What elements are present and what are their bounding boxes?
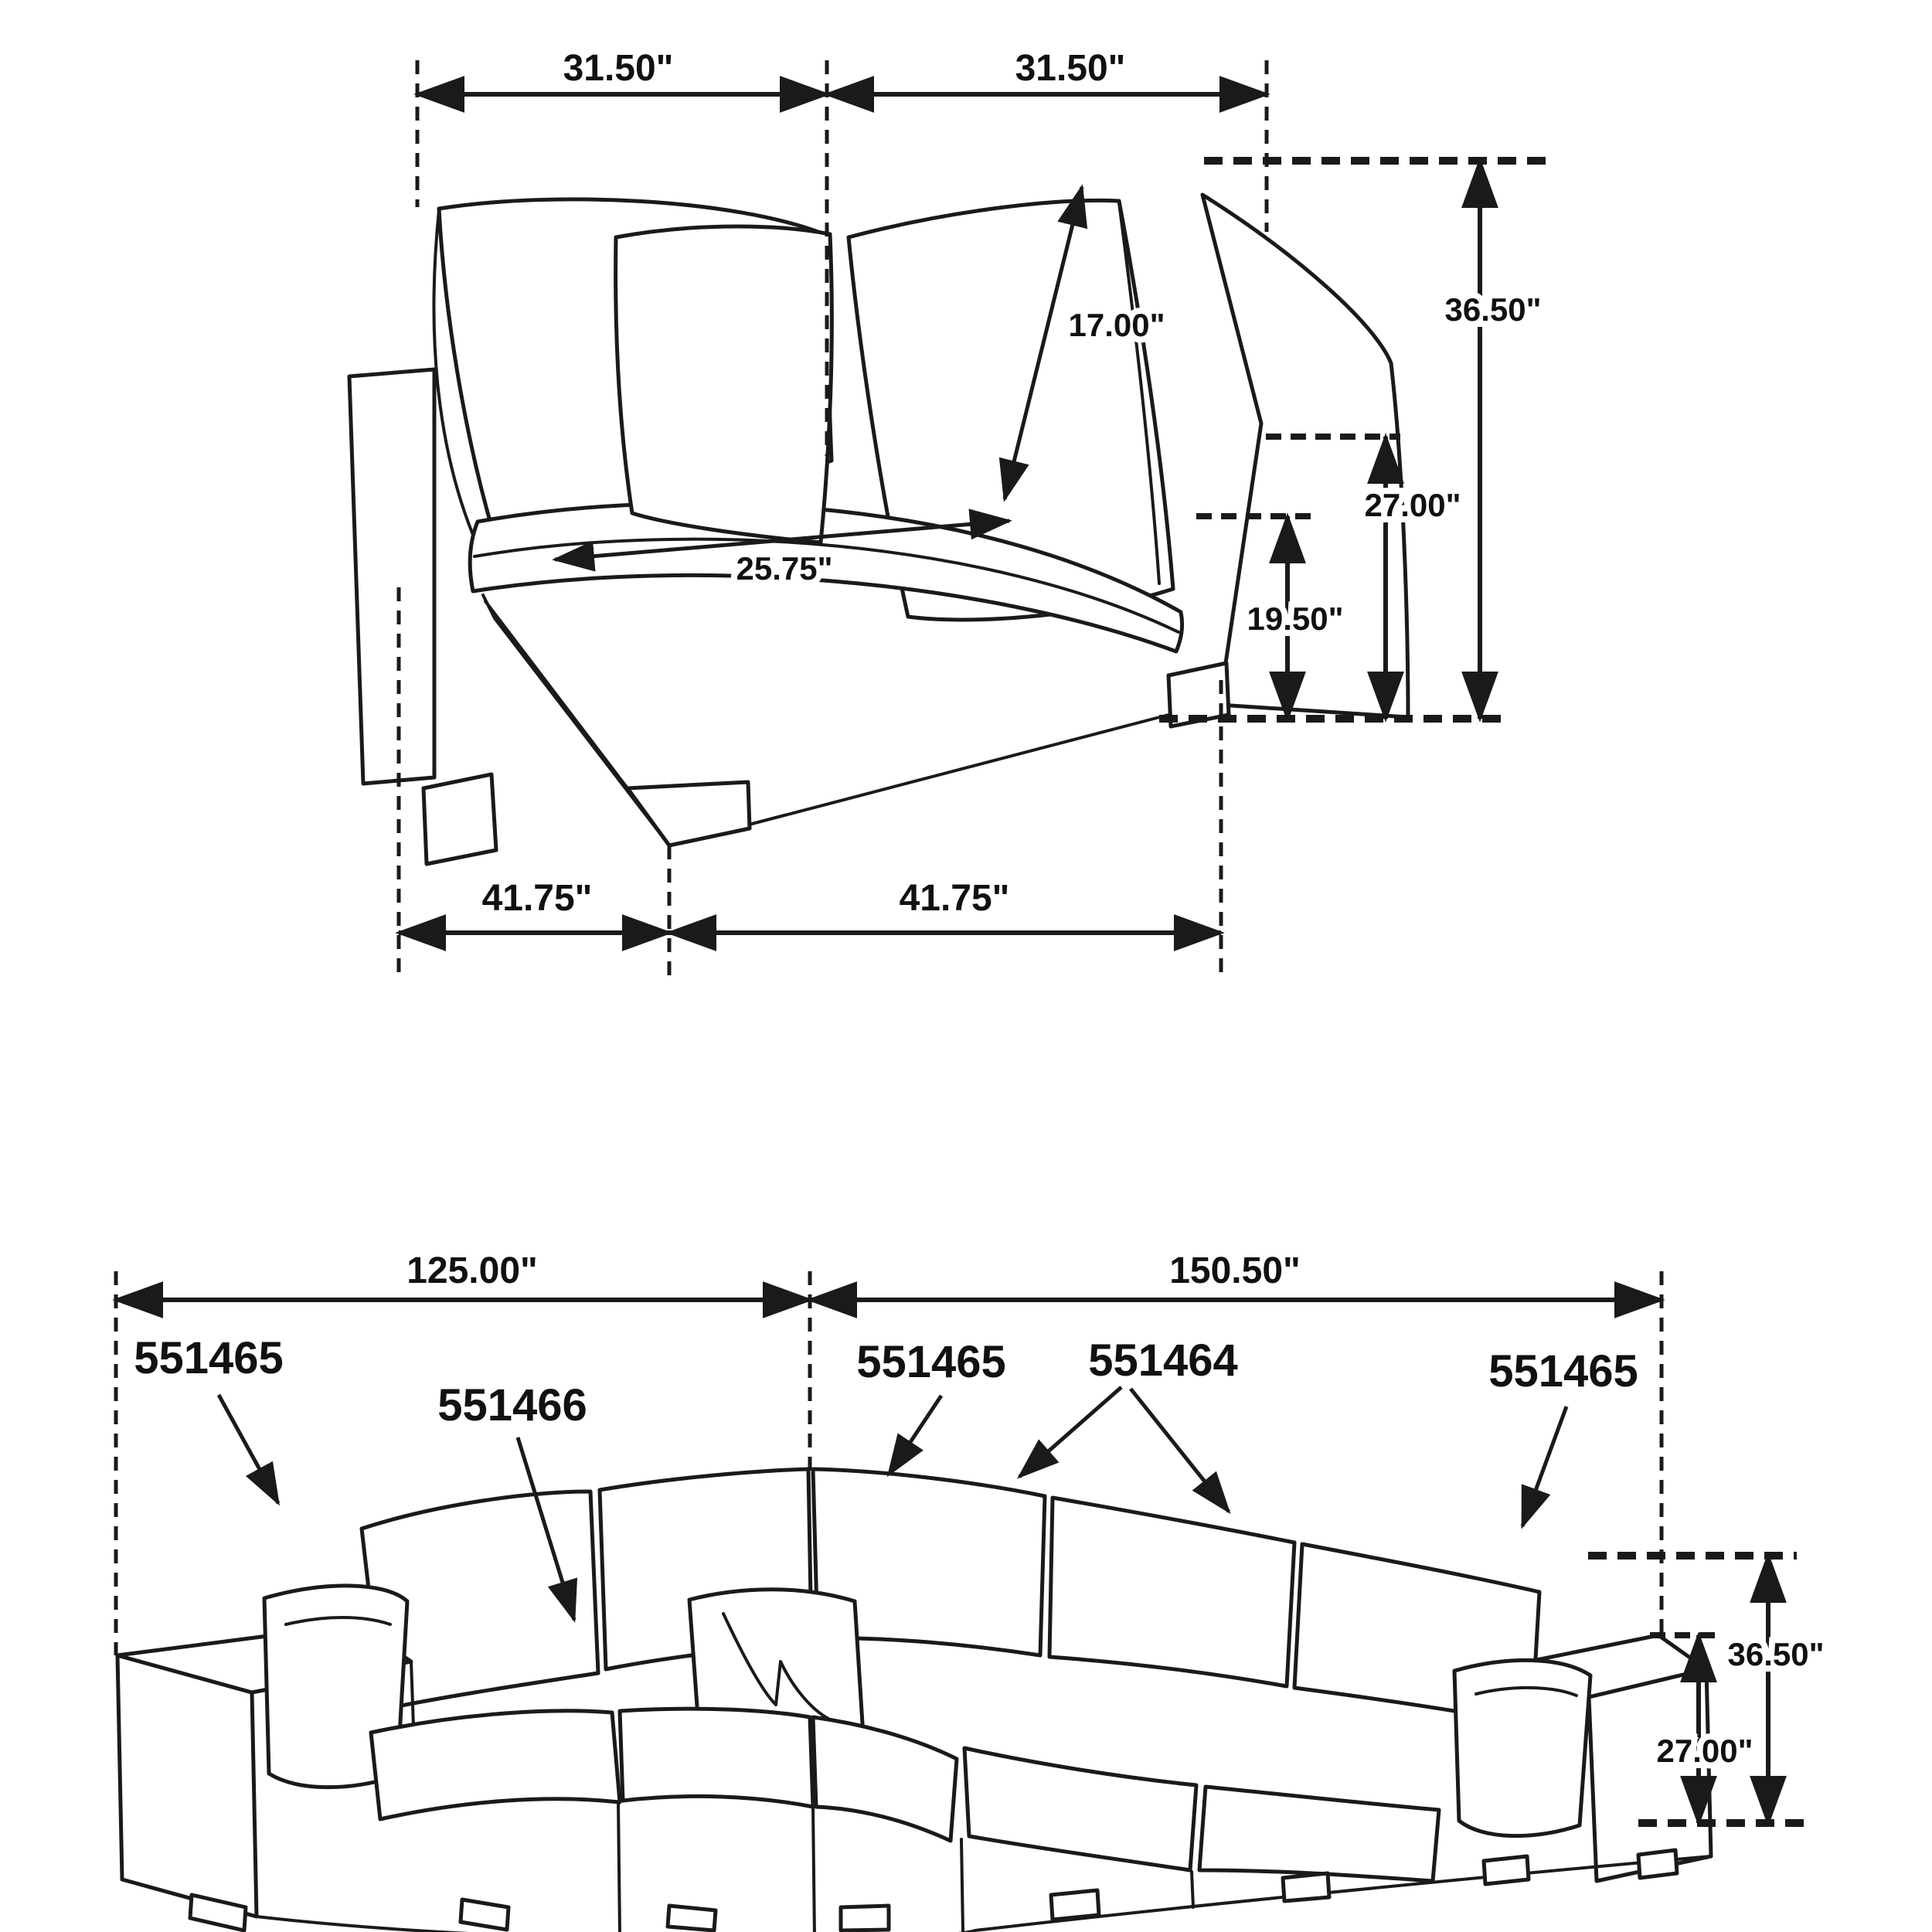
sectional-front-seam-1 xyxy=(618,1802,620,1932)
chair-left-leg xyxy=(423,774,496,864)
sectional-leg-6 xyxy=(1283,1873,1329,1901)
chair-throw-pillow xyxy=(616,226,832,543)
dim-base-right-label: 41.75" xyxy=(899,878,1010,919)
sectional-leg-7 xyxy=(1484,1856,1529,1884)
sku-left-arm-leader xyxy=(219,1395,278,1503)
dim-sectional-arm-height-label: 27.00" xyxy=(1656,1733,1753,1769)
sectional-left-arm-side xyxy=(117,1655,257,1917)
dim-seat-depth-label: 25.75" xyxy=(736,550,833,587)
sectional-front-seam-4 xyxy=(1192,1872,1193,1907)
corner-chair-drawing xyxy=(349,195,1408,864)
dim-base-left-label: 41.75" xyxy=(481,878,593,919)
sectional-seat-5 xyxy=(1199,1787,1439,1881)
sectional-back-cushion-4 xyxy=(1049,1498,1294,1686)
sku-right-arm-label: 551465 xyxy=(1488,1346,1638,1396)
sectional-seat-1 xyxy=(371,1711,620,1819)
sku-corner-label: 551465 xyxy=(856,1337,1006,1387)
sku-corner-leader xyxy=(889,1396,941,1475)
sku-middle-armless-label: 551464 xyxy=(1088,1335,1238,1386)
sku-left-arm-label: 551465 xyxy=(134,1333,284,1383)
sectional-front-seam-2 xyxy=(813,1807,815,1932)
chair-right-arm xyxy=(1202,195,1408,717)
sku-middle-armless-leader-1 xyxy=(1019,1387,1121,1477)
dim-overall-height-label: 36.50" xyxy=(1444,291,1542,328)
sectional-leg-8 xyxy=(1638,1850,1677,1878)
sectional-leg-5 xyxy=(1051,1890,1099,1920)
sku-right-arm-leader xyxy=(1522,1406,1566,1526)
chair-left-frame-panel xyxy=(349,369,434,784)
sectional-drawing xyxy=(117,1469,1711,1932)
sectional-leg-2 xyxy=(461,1900,509,1930)
dim-width-right-label: 31.50" xyxy=(1015,48,1126,89)
sectional-seat-2 xyxy=(620,1709,813,1807)
dim-width-left-label: 31.50" xyxy=(563,48,674,89)
dim-right-length-label: 150.50" xyxy=(1169,1250,1301,1291)
dim-left-length-label: 125.00" xyxy=(406,1250,538,1291)
dim-arm-height-label: 27.00" xyxy=(1364,487,1461,523)
sku-middle-armless-leader-2 xyxy=(1131,1389,1229,1512)
chair-base-front-seam xyxy=(485,601,628,788)
sku-left-armless-label: 551466 xyxy=(437,1380,587,1430)
sectional-seat-corner xyxy=(813,1717,957,1841)
dim-sectional-height-label: 36.50" xyxy=(1727,1636,1825,1672)
chair-front-leg xyxy=(628,782,750,845)
dim-back-cushion-label: 17.00" xyxy=(1068,307,1165,343)
sectional-seat-4 xyxy=(964,1748,1196,1870)
dim-seat-height-label: 19.50" xyxy=(1247,600,1344,637)
sectional-leg-3 xyxy=(668,1906,716,1930)
sectional-front-seam-3 xyxy=(961,1839,963,1930)
sectional-leg-4 xyxy=(841,1906,889,1930)
sectional-right-arm-front xyxy=(1589,1669,1711,1881)
